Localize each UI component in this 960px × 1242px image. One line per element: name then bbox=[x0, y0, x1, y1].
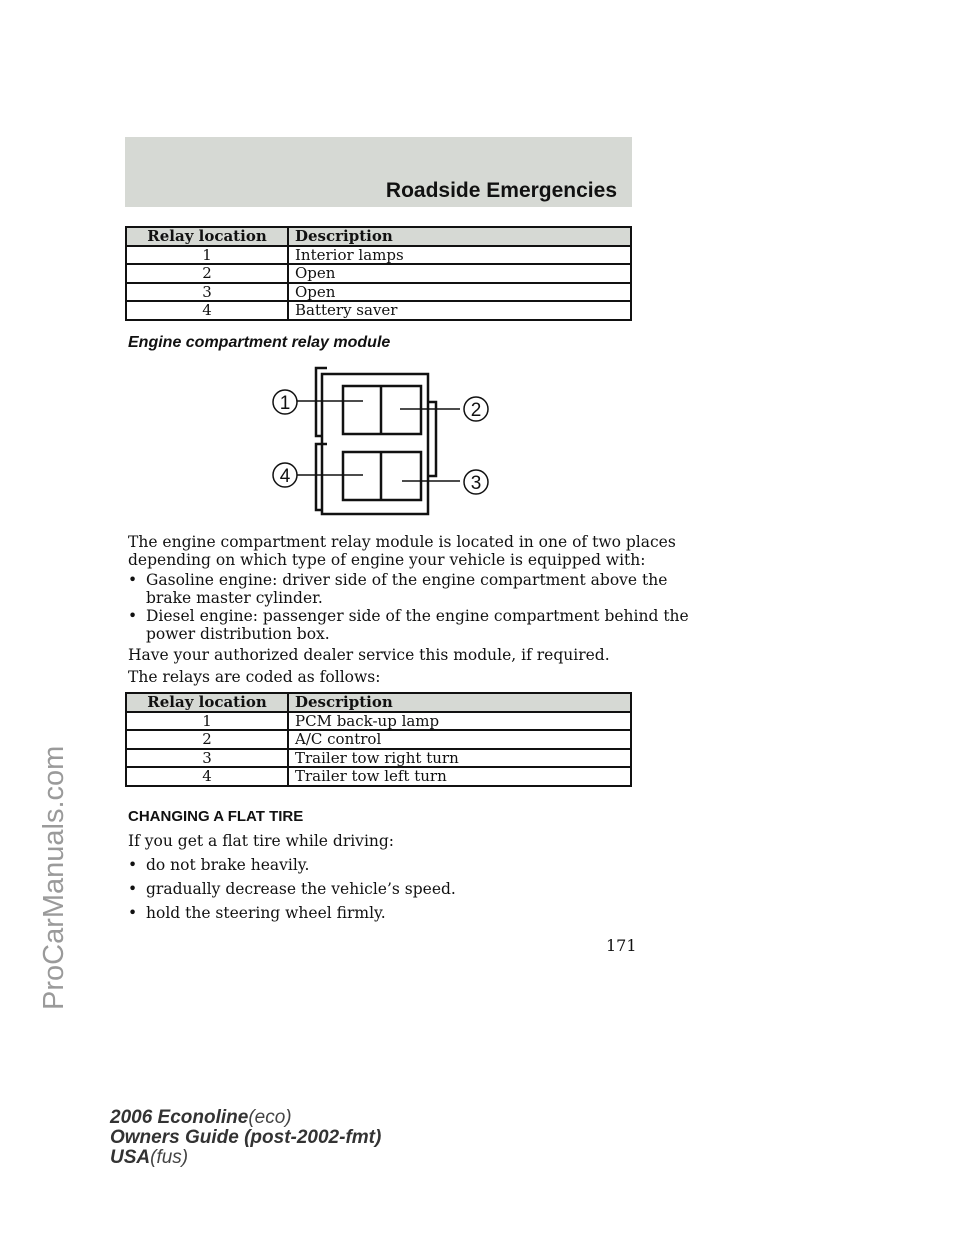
list-item bbox=[128, 904, 386, 922]
paragraph-service: Have your authorized dealer service this module, if required. bbox=[128, 646, 610, 664]
list-item bbox=[128, 856, 309, 874]
bullet-text: Diesel engine: passenger side of the engine compartment behind the bbox=[146, 607, 689, 625]
paragraph-codes: The relays are coded as follows: bbox=[128, 668, 381, 686]
bullet-text: brake master cylinder. bbox=[146, 589, 323, 607]
bullet-marker: • bbox=[128, 571, 138, 589]
footer-guide: Owners Guide (post-2002-fmt) bbox=[110, 1127, 382, 1148]
footer-model-code: (eco) bbox=[248, 1107, 292, 1128]
description-cell: Open bbox=[288, 264, 631, 283]
bullet-text: power distribution box. bbox=[146, 625, 330, 643]
bullet-marker: • bbox=[128, 904, 138, 922]
relay-table-1 bbox=[125, 226, 632, 321]
relay-location-cell: 3 bbox=[126, 749, 288, 768]
bullet-text: Gasoline engine: driver side of the engine compartment above the bbox=[146, 571, 668, 589]
relay-location-cell: 1 bbox=[126, 246, 288, 265]
bullet-text: hold the steering wheel firmly. bbox=[146, 904, 386, 922]
bullet-marker: • bbox=[128, 856, 138, 874]
list-item bbox=[128, 880, 456, 898]
relay-location-cell: 3 bbox=[126, 283, 288, 302]
flat-tire-intro: If you get a flat tire while driving: bbox=[128, 832, 395, 850]
table-row bbox=[126, 246, 631, 265]
table-row bbox=[126, 712, 631, 731]
table-row bbox=[126, 264, 631, 283]
column-header-description: Description bbox=[288, 227, 631, 246]
relay-module-diagram bbox=[260, 364, 510, 516]
description-cell: Open bbox=[288, 283, 631, 302]
description-cell: Trailer tow left turn bbox=[288, 767, 631, 786]
document-footer bbox=[110, 1108, 381, 1168]
relay-location-cell: 2 bbox=[126, 730, 288, 749]
bullet-marker: • bbox=[128, 880, 138, 898]
table-row bbox=[126, 767, 631, 786]
description-cell: Trailer tow right turn bbox=[288, 749, 631, 768]
relay-table-2 bbox=[125, 692, 632, 787]
callout-label-2: 2 bbox=[470, 400, 482, 421]
relay-location-cell: 1 bbox=[126, 712, 288, 731]
header-band bbox=[125, 137, 632, 207]
relay-location-cell: 2 bbox=[126, 264, 288, 283]
callout-label-3: 3 bbox=[470, 473, 482, 494]
description-cell: A/C control bbox=[288, 730, 631, 749]
description-cell: PCM back-up lamp bbox=[288, 712, 631, 731]
column-header-relay-location: Relay location bbox=[126, 693, 288, 712]
description-cell: Interior lamps bbox=[288, 246, 631, 265]
table-row bbox=[126, 301, 631, 320]
bullet-text: do not brake heavily. bbox=[146, 856, 310, 874]
paragraph-line: depending on which type of engine your vehicle is equipped with: bbox=[128, 551, 646, 569]
table-header-row bbox=[126, 227, 631, 246]
engine-relay-module-heading: Engine compartment relay module bbox=[128, 334, 391, 351]
flat-tire-heading: CHANGING A FLAT TIRE bbox=[128, 808, 304, 825]
page-number: 171 bbox=[606, 936, 637, 955]
relay-location-cell: 4 bbox=[126, 767, 288, 786]
table-row bbox=[126, 283, 631, 302]
table-row bbox=[126, 730, 631, 749]
footer-market: USA bbox=[110, 1147, 151, 1168]
callout-label-1: 1 bbox=[279, 393, 291, 414]
watermark: ProCarManuals.com bbox=[38, 745, 70, 1010]
column-header-relay-location: Relay location bbox=[126, 227, 288, 246]
list-item bbox=[128, 571, 667, 607]
paragraph-line: The engine compartment relay module is located in one of two places bbox=[128, 533, 676, 551]
table-header-row bbox=[126, 693, 631, 712]
column-header-description: Description bbox=[288, 693, 631, 712]
bullet-marker: • bbox=[128, 607, 138, 625]
section-title: Roadside Emergencies bbox=[385, 179, 617, 202]
list-item bbox=[128, 607, 689, 643]
relay-housing-outline bbox=[322, 374, 428, 514]
footer-market-code: (fus) bbox=[150, 1147, 189, 1168]
paragraph-location bbox=[128, 533, 676, 569]
callout-label-4: 4 bbox=[279, 466, 291, 487]
bullet-text: gradually decrease the vehicle’s speed. bbox=[146, 880, 456, 898]
relay-location-cell: 4 bbox=[126, 301, 288, 320]
table-row bbox=[126, 749, 631, 768]
footer-model: 2006 Econoline bbox=[110, 1107, 249, 1128]
description-cell: Battery saver bbox=[288, 301, 631, 320]
